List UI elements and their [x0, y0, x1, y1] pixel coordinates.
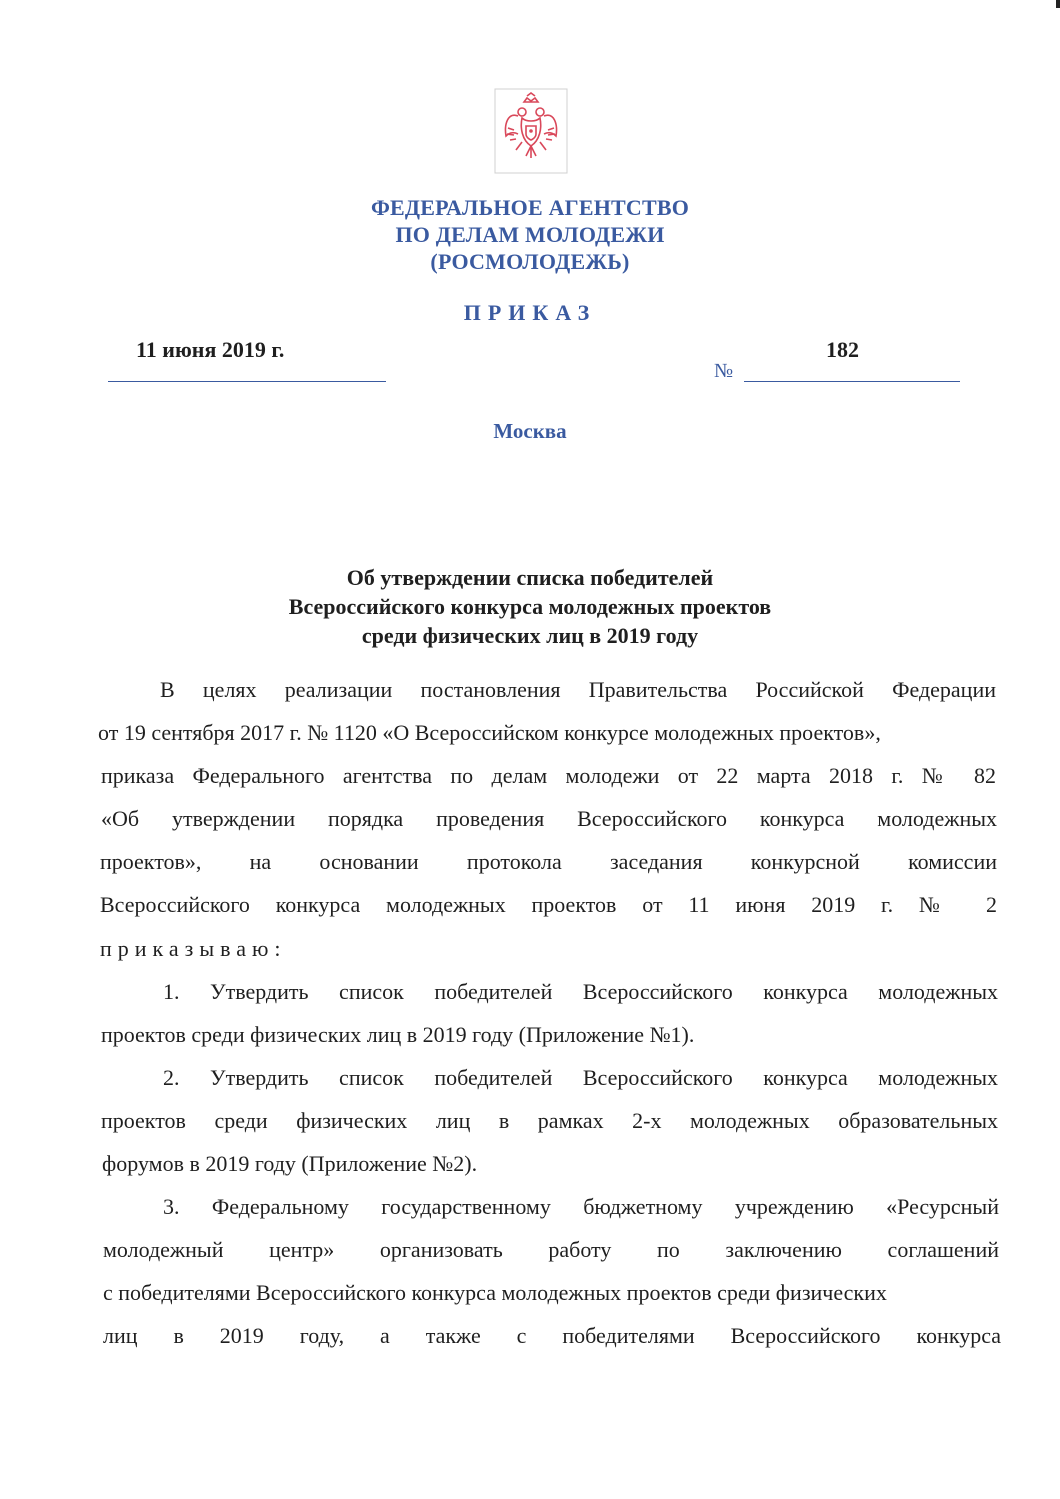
item-2-line: проектов среди физических лиц в рамках 2-х молодежных образовательных [101, 1108, 998, 1133]
paragraph-line: приказа Федерального агентства по делам молодежи от 22 марта 2018 г. № 82 [101, 763, 996, 788]
paragraph-line: от 19 сентября 2017 г. № 1120 «О Всероссийском конкурсе молодежных проектов», [98, 720, 881, 745]
item-3-line: молодежный центр» организовать работу по заключению соглашений [103, 1237, 999, 1262]
item-3-line: с победителями Всероссийского конкурса молодежных проектов среди физических [103, 1280, 887, 1305]
paragraph-line: В целях реализации постановления Правительства Российской Федерации [160, 677, 996, 702]
title-line2: Всероссийского конкурса молодежных проектов [288, 594, 772, 619]
item-2-line: форумов в 2019 году (Приложение №2). [102, 1151, 478, 1176]
number-sign: № [714, 360, 734, 382]
item-1-line: 1. Утвердить список победителей Всероссийского конкурса молодежных [163, 979, 998, 1004]
item-1-line: проектов среди физических лиц в 2019 году (Приложение №1). [101, 1022, 695, 1047]
date-underline [108, 381, 386, 382]
city: Москва [493, 419, 567, 443]
order-date: 11 июня 2019 г. [136, 337, 285, 362]
item-3-line: 3. Федеральному государственному бюджетному учреждению «Ресурсный [163, 1194, 999, 1219]
agency-abbreviation: (РОСМОЛОДЕЖЬ) [430, 249, 630, 274]
item-3-line: лиц в 2019 году, а также с победителями Всероссийского конкурса [103, 1323, 1001, 1348]
number-underline [744, 381, 960, 382]
order-number: 182 [826, 337, 859, 362]
scan-mark [1056, 0, 1060, 8]
order-directive: приказываю: [100, 936, 287, 961]
item-2-line: 2. Утвердить список победителей Всероссийского конкурса молодежных [163, 1065, 998, 1090]
coat-of-arms-icon [494, 88, 568, 174]
agency-name-line1: ФЕДЕРАЛЬНОЕ АГЕНТСТВО [370, 195, 690, 220]
document-type: ПРИКАЗ [463, 300, 597, 325]
title-line1: Об утверждении списка победителей [346, 565, 714, 590]
paragraph-line: Всероссийского конкурса молодежных проектов от 11 июня 2019 г. № 2 [100, 892, 997, 917]
agency-name-line2: ПО ДЕЛАМ МОЛОДЕЖИ [395, 222, 665, 247]
paragraph-line: «Об утверждении порядка проведения Всероссийского конкурса молодежных [101, 806, 997, 831]
title-line3: среди физических лиц в 2019 году [361, 623, 699, 648]
paragraph-line: проектов», на основании протокола заседания конкурсной комиссии [100, 849, 997, 874]
